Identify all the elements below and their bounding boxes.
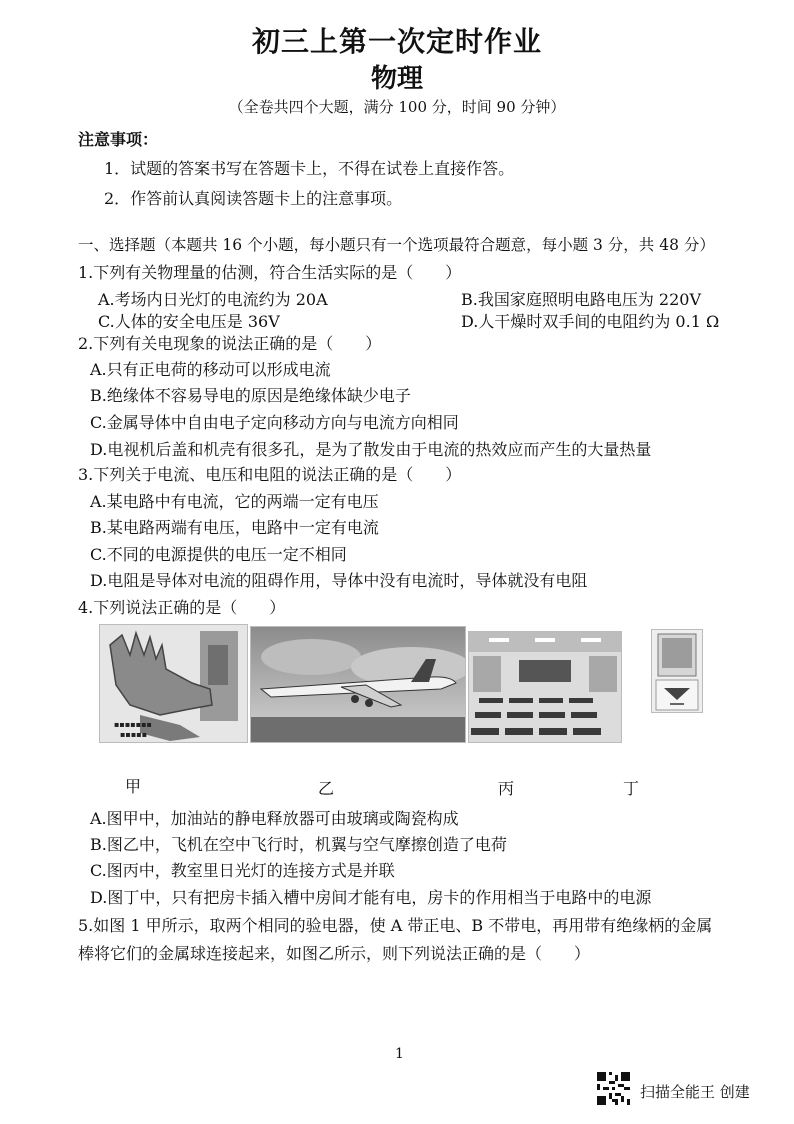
question-2-option-a: A.只有正电荷的移动可以形成电流: [90, 360, 331, 379]
question-3-option-b: B.某电路两端有电压，电路中一定有电流: [90, 518, 379, 537]
note-item: 2．作答前认真阅读答题卡上的注意事项。: [104, 189, 403, 208]
question-2-stem: 2.下列有关电现象的说法正确的是（ ）: [78, 334, 382, 353]
page-number: 1: [395, 1046, 404, 1062]
question-3-option-c: C.不同的电源提供的电压一定不相同: [90, 545, 347, 564]
question-2-option-c: C.金属导体中自由电子定向移动方向与电流方向相同: [90, 413, 459, 432]
question-1-option-b: B.我国家庭照明电路电压为 220V: [461, 290, 702, 309]
question-4-option-a: A.图甲中，加油站的静电释放器可由玻璃或陶瓷构成: [90, 809, 459, 828]
figure-caption-jia: 甲: [125, 777, 142, 796]
figure-bing-image: [468, 631, 622, 743]
question-3-option-a: A.某电路中有电流，它的两端一定有电压: [90, 492, 379, 511]
exam-title: 初三上第一次定时作业: [251, 25, 542, 58]
question-4-option-b: B.图乙中，飞机在空中飞行时，机翼与空气摩擦创造了电荷: [90, 835, 507, 854]
question-4-stem: 4.下列说法正确的是（ ）: [78, 598, 286, 617]
notes-heading: 注意事项：: [78, 130, 159, 149]
figure-caption-ding: 丁: [623, 779, 640, 798]
figure-yi-image: [250, 626, 466, 743]
question-2-option-d: D.电视机后盖和机壳有很多孔，是为了散发由于电流的热效应而产生的大量热量: [90, 440, 652, 459]
question-4-option-d: D.图丁中，只有把房卡插入槽中房间才能有电，房卡的作用相当于电路中的电源: [90, 888, 652, 907]
question-5-stem-line2: 棒将它们的金属球连接起来，如图乙所示，则下列说法正确的是（ ）: [78, 944, 591, 963]
svg-text:▪▪▪▪▪: ▪▪▪▪▪: [120, 730, 148, 739]
question-1-option-c: C.人体的安全电压是 36V: [98, 312, 280, 331]
question-2-option-b: B.绝缘体不容易导电的原因是绝缘体缺少电子: [90, 386, 411, 405]
question-5-stem-line1: 5.如图 1 甲所示，取两个相同的验电器，使 A 带正电、B 不带电，再用带有绝缘柄的金属: [78, 916, 713, 935]
exam-info: （全卷共四个大题，满分 100 分，时间 90 分钟）: [228, 98, 566, 116]
figure-caption-bing: 丙: [498, 779, 515, 798]
scanner-watermark-text: 扫描全能王 创建: [640, 1083, 750, 1101]
question-1-option-d: D.人干燥时双手间的电阻约为 0.1 Ω: [461, 312, 720, 331]
question-4-option-c: C.图丙中，教室里日光灯的连接方式是并联: [90, 861, 395, 880]
svg-text:▪▪▪▪▪▪▪: ▪▪▪▪▪▪▪: [114, 720, 152, 729]
question-1-stem: 1.下列有关物理量的估测，符合生活实际的是（ ）: [78, 263, 462, 282]
note-item: 1．试题的答案书写在答题卡上，不得在试卷上直接作答。: [104, 159, 515, 178]
question-3-stem: 3.下列关于电流、电压和电阻的说法正确的是（ ）: [78, 465, 462, 484]
figure-ding-image: [651, 629, 703, 713]
question-1-option-a: A.考场内日光灯的电流约为 20A: [98, 290, 328, 309]
question-3-option-d: D.电阻是导体对电流的阻碍作用，导体中没有电流时，导体就没有电阻: [90, 571, 588, 590]
qr-code-icon: [597, 1072, 630, 1105]
figure-jia-image: [99, 624, 248, 743]
figure-caption-yi: 乙: [318, 779, 335, 798]
section-heading: 一、选择题（本题共 16 个小题，每小题只有一个选项最符合题意，每小题 3 分，共 48 分）: [78, 236, 715, 254]
subject-title: 物理: [370, 64, 423, 94]
